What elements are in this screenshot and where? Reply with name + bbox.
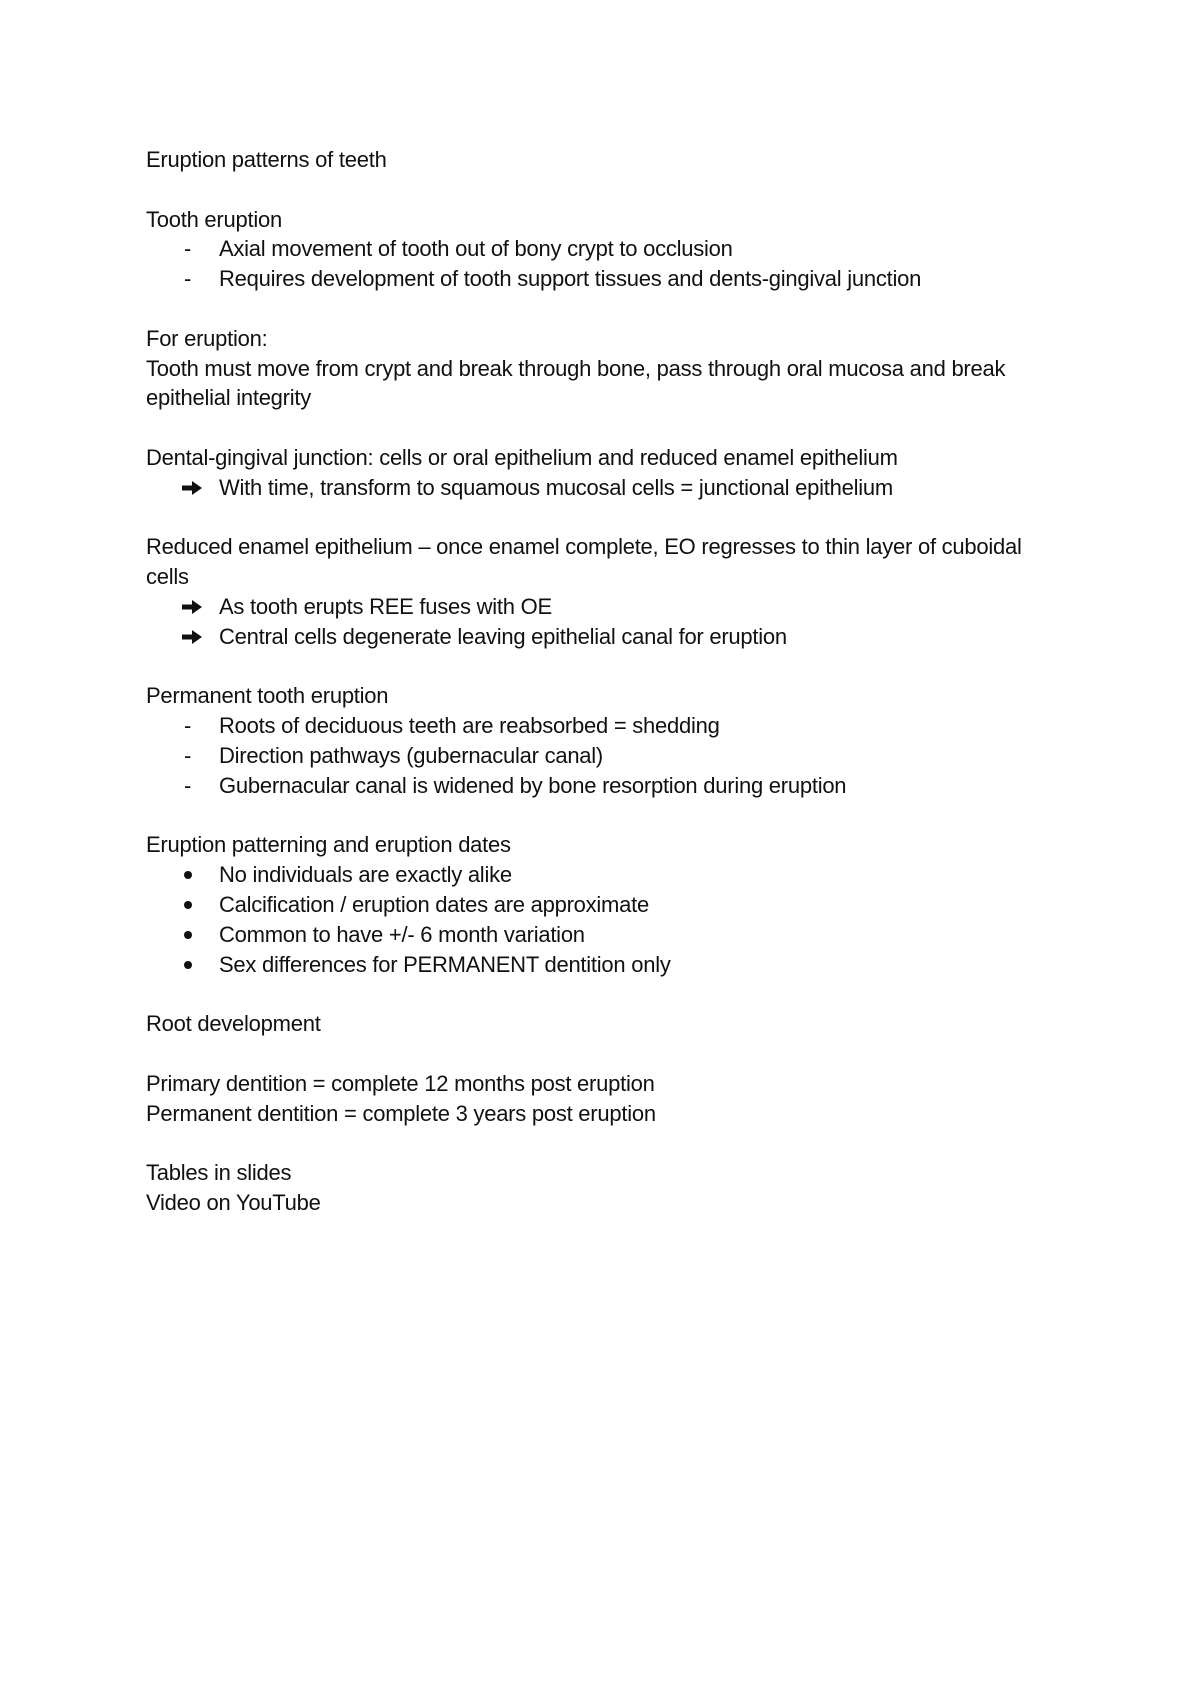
tooth-eruption-list	[146, 234, 1066, 294]
eruption-patterning-heading: Eruption patterning and eruption dates	[146, 832, 511, 858]
spacer	[146, 413, 1066, 443]
right-arrow-icon	[182, 592, 212, 614]
dash-marker: -	[184, 772, 192, 798]
spacer	[146, 503, 1066, 533]
right-arrow-icon	[182, 473, 212, 495]
dash-marker: -	[184, 266, 192, 292]
list-item	[146, 771, 1066, 801]
list-item-text: With time, transform to squamous mucosal cells = junctional epithelium	[219, 474, 893, 500]
list-item-text: No individuals are exactly alike	[219, 862, 512, 888]
for-eruption-heading: For eruption:	[146, 325, 268, 351]
list-item-text: Central cells degenerate leaving epithelial canal for eruption	[219, 623, 787, 649]
list-item-text: Gubernacular canal is widened by bone resorption during eruption	[219, 772, 847, 798]
spacer	[146, 801, 1066, 831]
list-item	[146, 741, 1066, 771]
root-development-heading: Root development	[146, 1011, 321, 1037]
permanent-eruption-list	[146, 711, 1066, 800]
right-arrow-icon	[182, 622, 212, 644]
spacer	[146, 1128, 1066, 1158]
bullet-dot-icon	[184, 950, 214, 969]
document-body	[146, 145, 1066, 1218]
list-item	[146, 920, 1066, 950]
spacer	[146, 1039, 1066, 1069]
tooth-eruption-heading: Tooth eruption	[146, 206, 282, 232]
tables-note: Tables in slides	[146, 1160, 292, 1186]
list-item-text: As tooth erupts REE fuses with OE	[219, 593, 552, 619]
list-item-text: Roots of deciduous teeth are reabsorbed = shedding	[219, 713, 720, 739]
list-item-text: Requires development of tooth support tissues and dents-gingival junction	[219, 266, 922, 292]
reduced-enamel-text: Reduced enamel epithelium – once enamel complete, EO regresses to thin layer of cuboidal cells	[146, 534, 1022, 590]
eruption-patterning-list	[146, 860, 1066, 979]
spacer	[146, 652, 1066, 682]
list-item	[146, 264, 1066, 294]
list-item	[146, 711, 1066, 741]
spacer	[146, 294, 1066, 324]
dash-marker: -	[184, 742, 192, 768]
list-item	[146, 890, 1066, 920]
for-eruption-text: Tooth must move from crypt and break through bone, pass through oral mucosa and break epithelial integrity	[146, 355, 1006, 411]
list-item	[146, 234, 1066, 264]
bullet-dot-icon	[184, 920, 214, 939]
dash-marker: -	[184, 236, 192, 262]
bullet-dot-icon	[184, 890, 214, 909]
dental-gingival-list	[146, 473, 1066, 503]
list-item-text: Sex differences for PERMANENT dentition only	[219, 951, 671, 977]
dental-gingival-text: Dental-gingival junction: cells or oral epithelium and reduced enamel epithelium	[146, 444, 898, 470]
list-item	[146, 622, 1066, 652]
list-item	[146, 592, 1066, 622]
spacer	[146, 175, 1066, 205]
spacer	[146, 979, 1066, 1009]
list-item-text: Axial movement of tooth out of bony crypt to occlusion	[219, 236, 733, 262]
dash-marker: -	[184, 713, 192, 739]
video-note: Video on YouTube	[146, 1189, 321, 1215]
list-item	[146, 860, 1066, 890]
list-item	[146, 950, 1066, 980]
reduced-enamel-list	[146, 592, 1066, 652]
bullet-dot-icon	[184, 860, 214, 879]
document-title: Eruption patterns of teeth	[146, 147, 387, 172]
list-item-text: Direction pathways (gubernacular canal)	[219, 742, 604, 768]
permanent-eruption-heading: Permanent tooth eruption	[146, 683, 389, 709]
list-item-text: Calcification / eruption dates are approximate	[219, 891, 649, 917]
list-item-text: Common to have +/- 6 month variation	[219, 921, 585, 947]
primary-dentition-text: Primary dentition = complete 12 months post eruption	[146, 1070, 655, 1096]
permanent-dentition-text: Permanent dentition = complete 3 years post eruption	[146, 1100, 656, 1126]
list-item	[146, 473, 1066, 503]
